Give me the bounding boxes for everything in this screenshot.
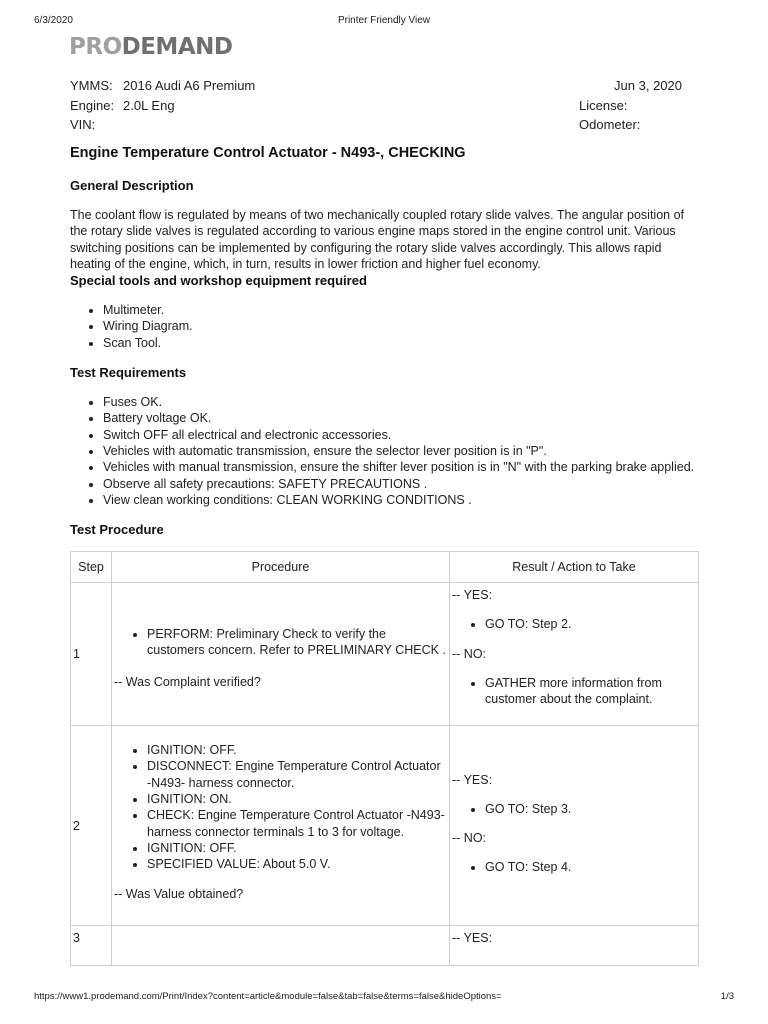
step-column-header: Step xyxy=(71,552,112,583)
result-column-header: Result / Action to Take xyxy=(450,552,699,583)
procedure-item: • DISCONNECT: Engine Temperature Control Actuator -N493- harness connector. xyxy=(147,758,446,791)
procedure-item: • CHECK: Engine Temperature Control Actuator -N493- harness connector terminals 1 to 3 for voltage. xyxy=(147,807,446,840)
table-header-row xyxy=(71,552,699,583)
procedure-item: • IGNITION: OFF. xyxy=(147,840,446,856)
test-requirements-heading: Test Requirements xyxy=(70,365,187,381)
print-title: Printer Friendly View xyxy=(337,15,431,26)
list-item: • Vehicles with automatic transmission, ensure the selector lever position is in "P". xyxy=(103,443,698,459)
print-date: 6/3/2020 xyxy=(34,15,73,26)
engine-label: Engine: xyxy=(70,97,115,113)
procedure-column-header: Procedure xyxy=(112,552,450,583)
step-number: 1 xyxy=(71,583,112,726)
result-cell xyxy=(450,926,699,966)
list-item: • Observe all safety precautions: SAFETY PRECAUTIONS . xyxy=(103,476,698,492)
step-number: 3 xyxy=(71,926,112,966)
article-content xyxy=(70,143,698,966)
report-date: Jun 3, 2020 xyxy=(614,78,682,93)
no-label: -- NO: xyxy=(452,646,487,661)
list-item: • Battery voltage OK. xyxy=(103,410,698,426)
result-item: • GO TO: Step 4. xyxy=(485,859,695,875)
general-description-text: The coolant flow is regulated by means of two mechanically coupled rotary slide valves. The angular position of the rotary slide valves is regulated according to various engine maps stored in the engine control unit. Various switching positions can be implemented by configuring the rotary slide valves accordingly. This allows rapid heating of the engine, which, in turn, results in lower friction and higher fuel economy. xyxy=(70,208,684,271)
table-row xyxy=(71,726,699,926)
list-item: • Multimeter. xyxy=(103,302,698,318)
step-number: 2 xyxy=(71,726,112,926)
print-footer xyxy=(34,991,734,1005)
tools-heading: Special tools and workshop equipment required xyxy=(70,273,367,289)
result-cell xyxy=(450,726,699,926)
general-description-heading: General Description xyxy=(70,178,194,193)
test-procedure-heading: Test Procedure xyxy=(70,522,164,538)
odometer-label: Odometer: xyxy=(579,117,641,132)
list-item: • Vehicles with manual transmission, ensure the shifter lever position is in "N" with the parking brake applied. xyxy=(103,459,698,475)
vin-label: VIN: xyxy=(70,117,96,132)
procedure-question: -- Was Value obtained? xyxy=(114,886,244,901)
engine-value: 2.0L Eng xyxy=(123,97,175,113)
list-item: • Scan Tool. xyxy=(103,335,698,351)
list-item: • Fuses OK. xyxy=(103,394,698,410)
procedure-cell xyxy=(112,926,450,966)
page-number: 1/3 xyxy=(720,991,734,1002)
page-url: https://www1.prodemand.com/Print/Index?content=article&module=false&tab=false&terms=false&hideOptions= xyxy=(34,991,502,1002)
license-label: License: xyxy=(579,97,628,113)
procedure-question: -- Was Complaint verified? xyxy=(114,675,261,690)
yes-label: -- YES: xyxy=(452,772,493,787)
procedure-item: • IGNITION: OFF. xyxy=(147,742,446,758)
procedure-table xyxy=(70,551,699,966)
list-item: • Switch OFF all electrical and electronic accessories. xyxy=(103,427,698,443)
result-item: • GO TO: Step 3. xyxy=(485,801,695,817)
tools-list xyxy=(70,302,698,351)
yes-label: -- YES: xyxy=(452,588,493,603)
print-header xyxy=(34,15,734,29)
yes-label: -- YES: xyxy=(452,931,493,946)
list-item: • Wiring Diagram. xyxy=(103,318,698,334)
requirements-list xyxy=(70,394,698,508)
prodemand-logo: PRODEMAND xyxy=(69,34,233,60)
article-title: Engine Temperature Control Actuator - N493-, CHECKING xyxy=(70,145,466,161)
result-item: • GO TO: Step 2. xyxy=(485,616,695,632)
ymms-label: YMMS: xyxy=(70,78,113,93)
procedure-cell xyxy=(112,583,450,726)
table-row xyxy=(71,926,699,966)
result-cell xyxy=(450,583,699,726)
vehicle-info xyxy=(70,76,690,135)
procedure-item: • IGNITION: ON. xyxy=(147,791,446,807)
ymms-value: 2016 Audi A6 Premium xyxy=(123,78,256,93)
procedure-cell xyxy=(112,726,450,926)
result-item: • GATHER more information from customer about the complaint. xyxy=(485,675,695,708)
table-row xyxy=(71,583,699,726)
list-item: • View clean working conditions: CLEAN WORKING CONDITIONS . xyxy=(103,492,698,508)
procedure-item: • PERFORM: Preliminary Check to verify the customers concern. Refer to PRELIMINARY CHECK . xyxy=(147,626,446,659)
no-label: -- NO: xyxy=(452,831,487,846)
procedure-item: • SPECIFIED VALUE: About 5.0 V. xyxy=(147,856,446,872)
